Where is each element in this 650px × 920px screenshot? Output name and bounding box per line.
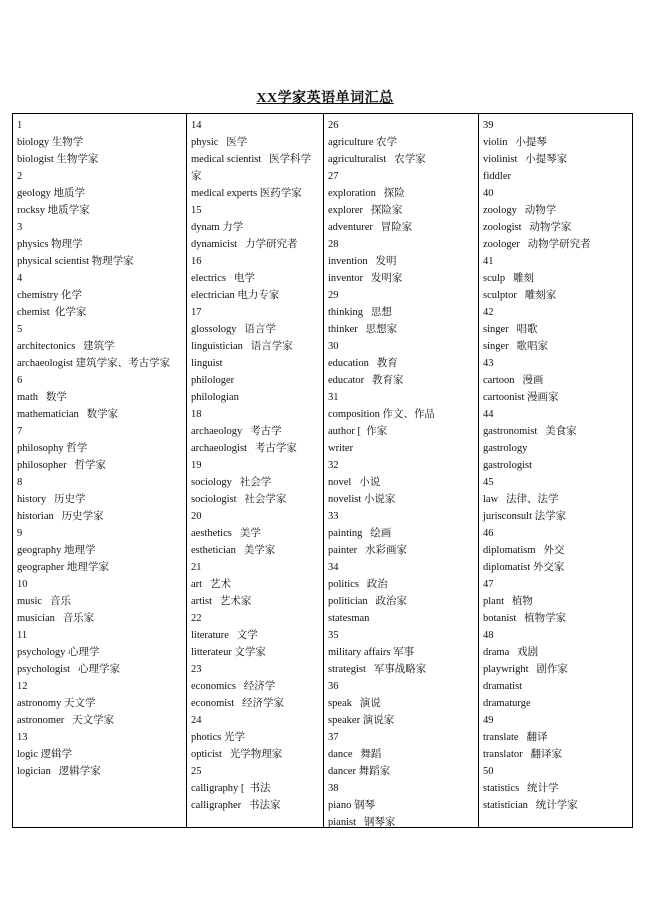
word-entry: astronomy 天文学 [17,698,96,709]
entry-number: 43 [483,358,494,369]
column-3 [323,114,478,827]
word-entry: rocksy 地质学家 [17,205,90,216]
word-entry: author [ 作家 [328,426,388,437]
word-entry: agriculturalist 农学家 [328,154,426,165]
entry-number: 10 [17,579,28,590]
word-entry: art 艺术 [191,579,231,590]
entry-number: 17 [191,307,202,318]
column-1 [13,114,186,827]
word-entry: philosopher 哲学家 [17,460,106,471]
word-entry: history 历史学 [17,494,86,505]
word-entry: psychology 心理学 [17,647,100,658]
entry-number: 2 [17,171,23,182]
word-entry: translate 翻译 [483,732,548,743]
word-entry: gastrology [483,443,528,454]
word-entry: medical scientist 医学科学家 [191,154,312,182]
entry-number: 31 [328,392,339,403]
word-entry: aesthetics 美学 [191,528,261,539]
word-entry: architectonics 建筑学 [17,341,115,352]
word-entry: politician 政治家 [328,596,408,607]
word-entry: writer [328,443,354,454]
entry-number: 33 [328,511,339,522]
entry-number: 13 [17,732,28,743]
word-entry: speaker 演说家 [328,715,395,726]
word-entry: statistics 统计学 [483,783,559,794]
entry-number: 9 [17,528,23,539]
entry-number: 49 [483,715,494,726]
word-entry: thinking 思想 [328,307,392,318]
word-entry: linguistician 语言学家 [191,341,293,352]
word-entry: zoology 动物学 [483,205,557,216]
word-entry: glossology 语言学 [191,324,276,335]
word-entry: plant 植物 [483,596,533,607]
entry-number: 45 [483,477,494,488]
word-entry: geography 地理学 [17,545,96,556]
entry-number: 38 [328,783,339,794]
word-entry: esthetician 美学家 [191,545,276,556]
entry-number: 12 [17,681,28,692]
entry-number: 21 [191,562,202,573]
word-entry: diplomatist 外交家 [483,562,565,573]
word-entry: pianist 钢琴家 [328,817,396,828]
entry-number: 29 [328,290,339,301]
entry-number: 41 [483,256,494,267]
word-entry: gastronomist 美食家 [483,426,577,437]
word-entry: exploration 探险 [328,188,405,199]
entry-number: 3 [17,222,23,233]
word-entry: zoologist 动物学家 [483,222,572,233]
word-entry: cartoon 漫画 [483,375,544,386]
word-entry: literature 文学 [191,630,258,641]
word-entry: cartoonist 漫画家 [483,392,559,403]
entry-number: 36 [328,681,339,692]
word-entry: jurisconsult 法学家 [483,511,567,522]
word-entry: litterateur 文学家 [191,647,266,658]
word-entry: educator 教育家 [328,375,404,386]
word-entry: explorer 探险家 [328,205,403,216]
word-entry: military affairs 军事 [328,647,415,658]
word-entry: strategist 军事战略家 [328,664,427,675]
entry-number: 27 [328,171,339,182]
word-entry: sociologist 社会学家 [191,494,287,505]
entry-number: 14 [191,120,202,131]
word-entry: speak 演说 [328,698,381,709]
entry-number: 18 [191,409,202,420]
column-4 [478,114,632,827]
column-2 [186,114,323,827]
word-entry: opticist 光学物理家 [191,749,283,760]
entry-number: 48 [483,630,494,641]
word-entry: statistician 统计学家 [483,800,578,811]
entry-number: 44 [483,409,494,420]
word-entry: calligrapher 书法家 [191,800,281,811]
word-entry: adventurer 冒险家 [328,222,413,233]
word-entry: logician 逻辑学家 [17,766,101,777]
word-entry: sculp 雕刻 [483,273,535,284]
entry-number: 39 [483,120,494,131]
word-entry: archaeology 考古学 [191,426,282,437]
word-entry: medical experts 医药学家 [191,188,302,199]
word-entry: violinist 小提琴家 [483,154,568,165]
entry-number: 34 [328,562,339,573]
word-entry: mathematician 数学家 [17,409,119,420]
word-entry: economics 经济学 [191,681,276,692]
word-entry: novelist 小说家 [328,494,396,505]
word-entry: botanist 植物学家 [483,613,567,624]
word-entry: dynam 力学 [191,222,244,233]
entry-number: 16 [191,256,202,267]
word-entry: diplomatism 外交 [483,545,565,556]
word-entry: biologist 生物学家 [17,154,99,165]
word-entry: invention 发明 [328,256,397,267]
word-entry: math 数学 [17,392,67,403]
word-entry: fiddler [483,171,511,182]
entry-number: 26 [328,120,339,131]
entry-number: 40 [483,188,494,199]
word-entry: violin 小提琴 [483,137,547,148]
entry-number: 30 [328,341,339,352]
word-entry: dramaturge [483,698,531,709]
word-entry: novel 小说 [328,477,381,488]
word-entry: archaeologist 考古学家 [191,443,297,454]
word-entry: law 法律、法学 [483,494,559,505]
word-entry: chemist 化学家 [17,307,87,318]
entry-number: 24 [191,715,202,726]
entry-number: 19 [191,460,202,471]
word-entry: zoologer 动物学研究者 [483,239,591,250]
entry-number: 20 [191,511,202,522]
word-entry: dynamicist 力学研究者 [191,239,298,250]
entry-number: 35 [328,630,339,641]
word-entry: agriculture 农学 [328,137,398,148]
word-entry: musician 音乐家 [17,613,95,624]
word-entry: gastrologist [483,460,532,471]
word-entry: artist 艺术家 [191,596,252,607]
word-entry: linguist [191,358,223,369]
word-entry: physic 医学 [191,137,248,148]
entry-number: 22 [191,613,202,624]
entry-number: 8 [17,477,23,488]
entry-number: 32 [328,460,339,471]
word-entry: sociology 社会学 [191,477,272,488]
word-entry: logic 逻辑学 [17,749,73,760]
entry-number: 4 [17,273,23,284]
word-entry: geographer 地理学家 [17,562,109,573]
word-entry: dramatist [483,681,523,692]
word-entry: singer 歌唱家 [483,341,549,352]
word-entry: inventor 发明家 [328,273,403,284]
word-entry: painter 水彩画家 [328,545,408,556]
entry-number: 1 [17,120,23,131]
word-entry: thinker 思想家 [328,324,398,335]
word-entry: philosophy 哲学 [17,443,88,454]
entry-number: 5 [17,324,23,335]
word-entry: electrics 电学 [191,273,255,284]
word-entry: politics 政治 [328,579,388,590]
entry-number: 46 [483,528,494,539]
word-entry: music 音乐 [17,596,71,607]
word-entry: historian 历史学家 [17,511,104,522]
word-entry: dance 舞蹈 [328,749,382,760]
page-title: XX学家英语单词汇总 [256,91,394,106]
entry-number: 28 [328,239,339,250]
word-entry: physics 物理学 [17,239,83,250]
word-entry: biology 生物学 [17,137,84,148]
entry-number: 42 [483,307,494,318]
word-entry: chemistry 化学 [17,290,83,301]
entry-number: 23 [191,664,202,675]
entry-number: 47 [483,579,494,590]
word-entry: translator 翻译家 [483,749,563,760]
word-entry: physical scientist 物理学家 [17,256,134,267]
word-entry: composition 作文、作品 [328,409,436,420]
entry-number: 37 [328,732,339,743]
word-entry: photics 光学 [191,732,245,743]
entry-number: 25 [191,766,202,777]
word-entry: drama 戏剧 [483,647,539,658]
word-entry: piano 钢琴 [328,800,375,811]
word-entry: astronomer 天文学家 [17,715,115,726]
word-entry: dancer 舞蹈家 [328,766,391,777]
word-entry: education 教育 [328,358,398,369]
word-entry: playwright 剧作家 [483,664,568,675]
entry-number: 6 [17,375,23,386]
word-entry: philologer [191,375,235,386]
word-entry: electrician 电力专家 [191,290,280,301]
word-entry: painting 绘画 [328,528,392,539]
word-entry: philologian [191,392,239,403]
word-entry: statesman [328,613,370,624]
word-entry: economist 经济学家 [191,698,285,709]
entry-number: 15 [191,205,202,216]
entry-number: 11 [17,630,28,641]
entry-number: 50 [483,766,494,777]
word-entry: singer 唱歌 [483,324,538,335]
word-entry: archaeologist 建筑学家、考古学家 [17,358,171,369]
word-entry: calligraphy [ 书法 [191,783,271,794]
entry-number: 7 [17,426,23,437]
word-entry: psychologist 心理学家 [17,664,120,675]
word-entry: sculptor 雕刻家 [483,290,557,301]
word-entry: geology 地质学 [17,188,85,199]
vocabulary-table [12,113,633,828]
